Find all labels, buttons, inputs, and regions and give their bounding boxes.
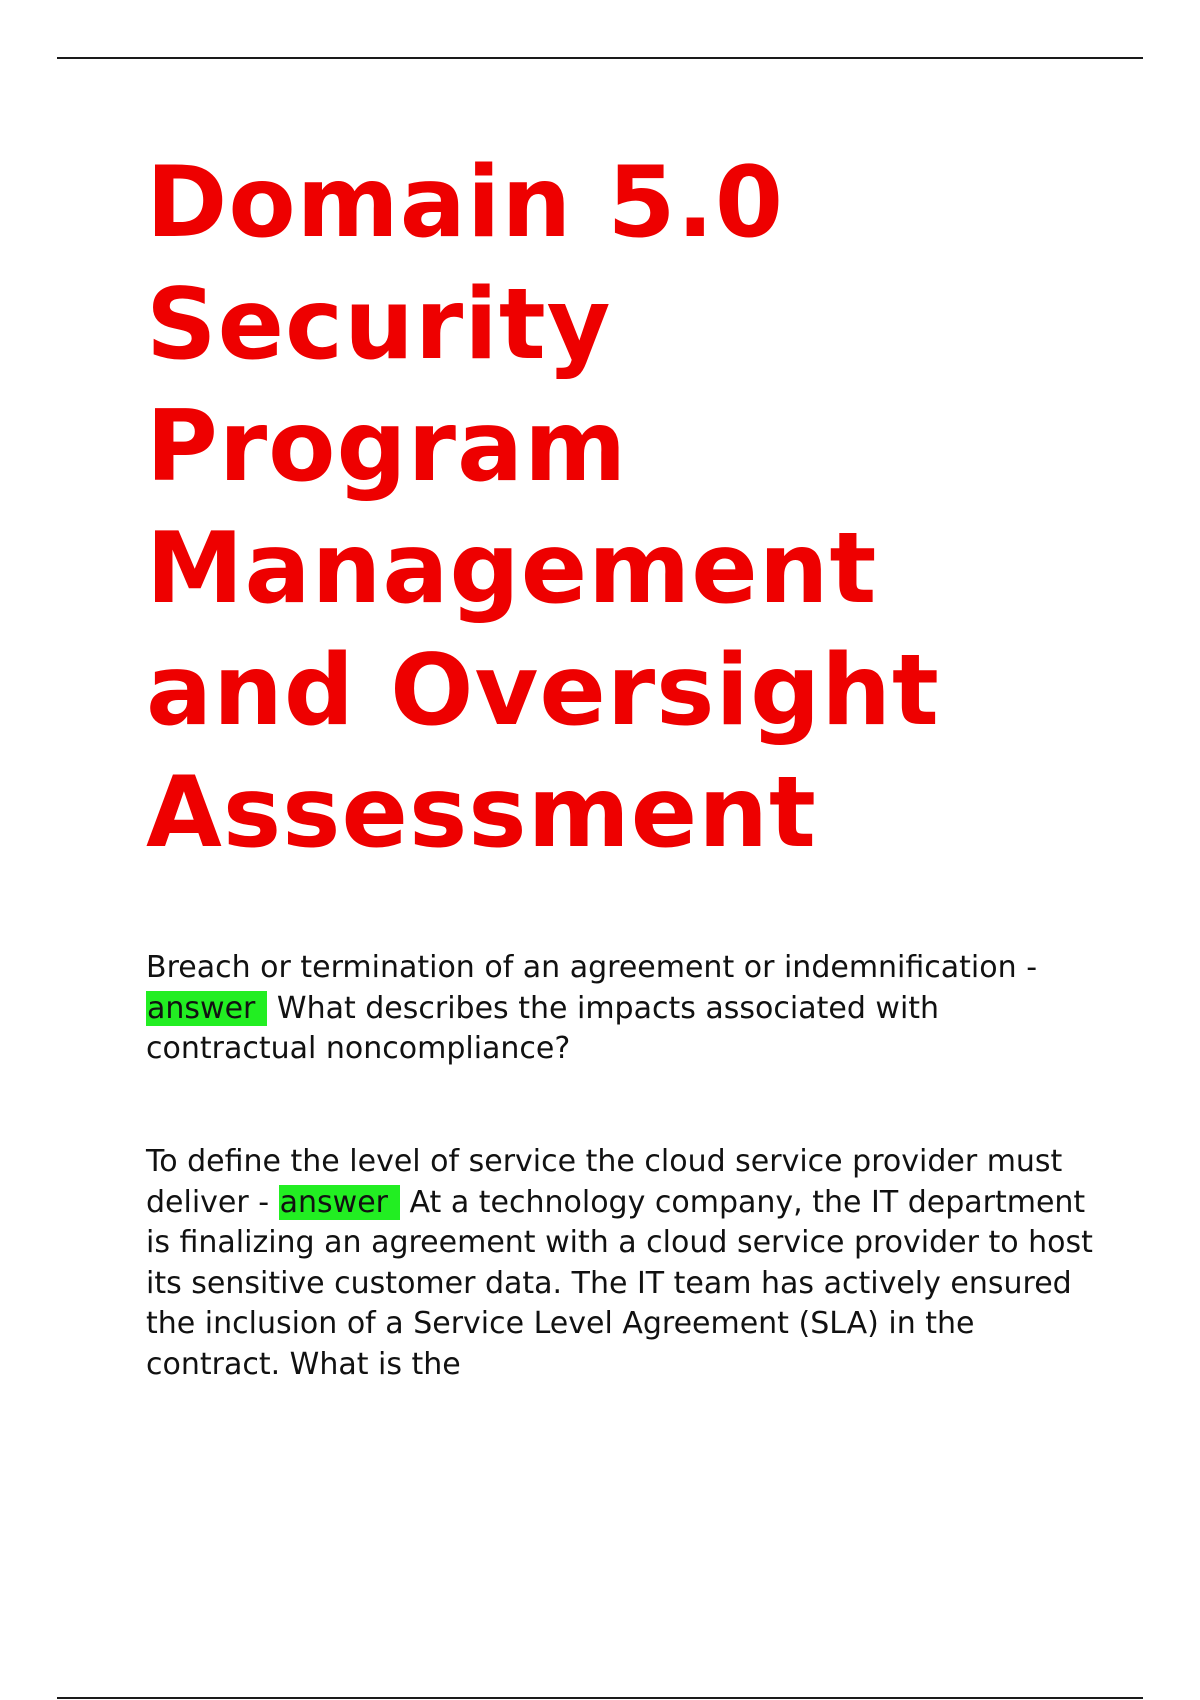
title-line: Domain 5.0 bbox=[146, 146, 785, 260]
top-rule bbox=[57, 57, 1143, 59]
title-line: Assessment bbox=[146, 756, 817, 870]
question-text: What describes the impacts associated with contractual noncompliance? bbox=[146, 990, 940, 1066]
question-text: At a technology company, the IT department is finalizing an agreement with a cloud service provider to host its sensitive customer data. The IT team has actively ensured the inclusion of a Service Level Agreement (SLA) in the contract. What is the bbox=[146, 1184, 1093, 1382]
title-line: Management bbox=[146, 512, 878, 626]
bottom-rule bbox=[57, 1697, 1143, 1699]
separator: - bbox=[258, 1184, 270, 1220]
title-line: and Oversight bbox=[146, 634, 940, 748]
qa-entry-2 bbox=[146, 1142, 1106, 1385]
title-line: Program bbox=[146, 390, 628, 504]
answer-text: Breach or termination of an agreement or indemnification bbox=[146, 950, 1017, 985]
answer-text: To define the level of service the cloud service provider must deliver bbox=[146, 1144, 1063, 1220]
qa-entry-1 bbox=[146, 948, 1106, 1070]
title-line: Security bbox=[146, 268, 612, 382]
separator: - bbox=[1026, 950, 1038, 985]
answer-highlight: answer bbox=[146, 991, 267, 1026]
answer-highlight: answer bbox=[279, 1185, 400, 1220]
document-title bbox=[146, 142, 1146, 874]
